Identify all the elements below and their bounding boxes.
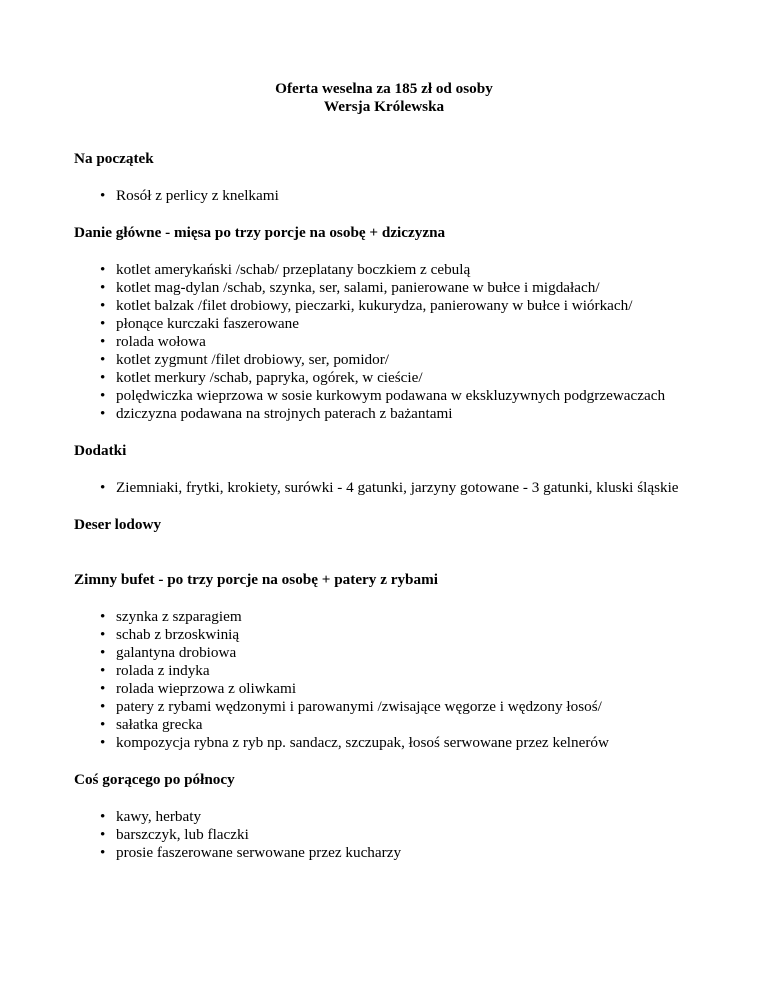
list-item: • rolada wieprzowa z oliwkami — [74, 680, 734, 698]
title-line-1: Oferta weselna za 185 zł od osoby — [275, 80, 493, 97]
list-item: • barszczyk, lub flaczki — [74, 826, 734, 844]
section-cold-buffet — [74, 571, 734, 771]
list-item: • polędwiczka wieprzowa w sosie kurkowym podawana w ekskluzywnych podgrzewaczach — [74, 387, 734, 405]
item-list — [74, 608, 734, 752]
list-item: • galantyna drobiowa — [74, 644, 734, 662]
list-item: • dziczyzna podawana na strojnych paterach z bażantami — [74, 405, 734, 423]
list-item: • kompozycja rybna z ryb np. sandacz, szczupak, łosoś serwowane przez kelnerów — [74, 734, 734, 752]
item-list — [74, 187, 734, 205]
document-title — [74, 80, 694, 116]
list-item: • Ziemniaki, frytki, krokiety, surówki - 4 gatunki, jarzyny gotowane - 3 gatunki, kluski śląskie — [74, 479, 734, 497]
section-starter — [74, 150, 734, 224]
list-item: • patery z rybami wędzonymi i parowanymi /zwisające węgorze i wędzony łosoś/ — [74, 698, 734, 716]
section-after-midnight — [74, 771, 734, 862]
list-item: • kotlet amerykański /schab/ przeplatany boczkiem z cebulą — [74, 261, 734, 279]
item-list — [74, 479, 734, 497]
section-heading: Danie główne - mięsa po trzy porcje na osobę + dziczyzna — [74, 224, 446, 241]
document-page — [74, 80, 734, 862]
list-item: • kotlet mag-dylan /schab, szynka, ser, salami, panierowane w bułce i migdałach/ — [74, 279, 734, 297]
list-item: • kotlet zygmunt /filet drobiowy, ser, pomidor/ — [74, 351, 734, 369]
list-item: • kotlet merkury /schab, papryka, ogórek, w cieście/ — [74, 369, 734, 387]
item-list — [74, 261, 734, 423]
section-heading: Zimny bufet - po trzy porcje na osobę + patery z rybami — [74, 571, 438, 588]
section-dessert — [74, 516, 734, 571]
title-line-2: Wersja Królewska — [323, 98, 445, 115]
list-item: • szynka z szparagiem — [74, 608, 734, 626]
section-sides — [74, 442, 734, 516]
list-item: • schab z brzoskwinią — [74, 626, 734, 644]
item-list — [74, 808, 734, 862]
section-heading: Deser lodowy — [74, 516, 162, 533]
section-main-course — [74, 224, 734, 442]
list-item: • rolada wołowa — [74, 333, 734, 351]
list-item: • sałatka grecka — [74, 716, 734, 734]
list-item: • Rosół z perlicy z knelkami — [74, 187, 734, 205]
list-item: • prosie faszerowane serwowane przez kucharzy — [74, 844, 734, 862]
list-item: • kotlet balzak /filet drobiowy, pieczarki, kukurydza, panierowany w bułce i wiórkach/ — [74, 297, 734, 315]
list-item: • płonące kurczaki faszerowane — [74, 315, 734, 333]
section-heading: Dodatki — [74, 442, 127, 459]
section-heading: Coś gorącego po północy — [74, 771, 235, 788]
section-heading: Na początek — [74, 150, 154, 167]
list-item: • kawy, herbaty — [74, 808, 734, 826]
list-item: • rolada z indyka — [74, 662, 734, 680]
